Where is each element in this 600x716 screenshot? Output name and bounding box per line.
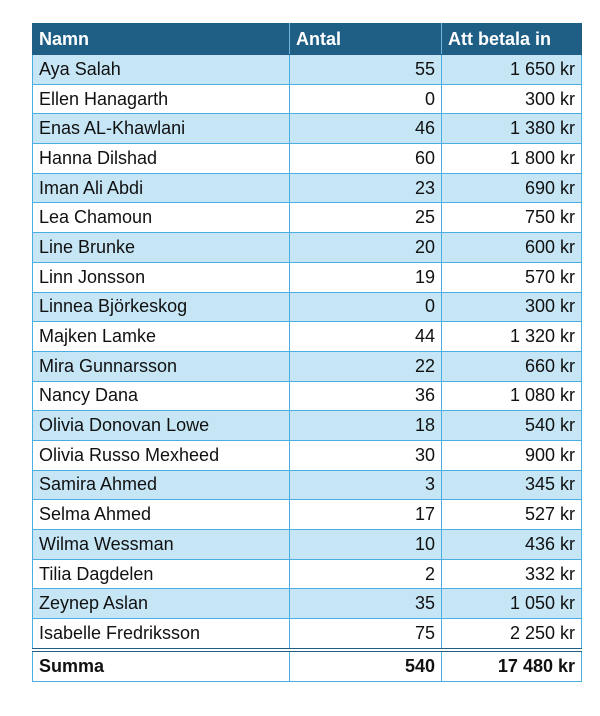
column-header-name[interactable]: Namn <box>33 24 290 55</box>
cell-count[interactable]: 19 <box>290 262 442 292</box>
table-row <box>33 84 582 114</box>
cell-pay[interactable]: 300 kr <box>442 84 582 114</box>
cell-count[interactable]: 44 <box>290 322 442 352</box>
cell-pay[interactable]: 1 380 kr <box>442 114 582 144</box>
total-pay[interactable]: 17 480 kr <box>442 650 582 682</box>
total-label[interactable]: Summa <box>33 650 290 682</box>
cell-name[interactable]: Line Brunke <box>33 233 290 263</box>
cell-count[interactable]: 10 <box>290 530 442 560</box>
cell-count[interactable]: 2 <box>290 559 442 589</box>
table-row <box>33 381 582 411</box>
cell-count[interactable]: 20 <box>290 233 442 263</box>
table-row <box>33 114 582 144</box>
table-row <box>33 500 582 530</box>
cell-count[interactable]: 22 <box>290 351 442 381</box>
table-row <box>33 203 582 233</box>
cell-pay[interactable]: 570 kr <box>442 262 582 292</box>
cell-count[interactable]: 18 <box>290 411 442 441</box>
header-row <box>33 24 582 55</box>
cell-pay[interactable]: 540 kr <box>442 411 582 441</box>
table-row <box>33 440 582 470</box>
cell-name[interactable]: Mira Gunnarsson <box>33 351 290 381</box>
cell-count[interactable]: 75 <box>290 619 442 650</box>
cell-name[interactable]: Ellen Hanagarth <box>33 84 290 114</box>
cell-count[interactable]: 3 <box>290 470 442 500</box>
cell-name[interactable]: Samira Ahmed <box>33 470 290 500</box>
table-row <box>33 619 582 650</box>
cell-name[interactable]: Aya Salah <box>33 55 290 85</box>
cell-pay[interactable]: 1 650 kr <box>442 55 582 85</box>
table-row <box>33 262 582 292</box>
table-row <box>33 589 582 619</box>
cell-pay[interactable]: 660 kr <box>442 351 582 381</box>
column-header-count[interactable]: Antal <box>290 24 442 55</box>
table-row <box>33 351 582 381</box>
cell-name[interactable]: Wilma Wessman <box>33 530 290 560</box>
payment-table <box>32 23 582 682</box>
cell-count[interactable]: 17 <box>290 500 442 530</box>
total-count[interactable]: 540 <box>290 650 442 682</box>
cell-count[interactable]: 60 <box>290 144 442 174</box>
cell-pay[interactable]: 332 kr <box>442 559 582 589</box>
cell-pay[interactable]: 1 080 kr <box>442 381 582 411</box>
cell-name[interactable]: Isabelle Fredriksson <box>33 619 290 650</box>
cell-pay[interactable]: 600 kr <box>442 233 582 263</box>
table-row <box>33 530 582 560</box>
table-row <box>33 470 582 500</box>
cell-name[interactable]: Linn Jonsson <box>33 262 290 292</box>
cell-count[interactable]: 25 <box>290 203 442 233</box>
cell-name[interactable]: Lea Chamoun <box>33 203 290 233</box>
cell-pay[interactable]: 2 250 kr <box>442 619 582 650</box>
cell-name[interactable]: Hanna Dilshad <box>33 144 290 174</box>
cell-count[interactable]: 55 <box>290 55 442 85</box>
cell-name[interactable]: Olivia Russo Mexheed <box>33 440 290 470</box>
cell-name[interactable]: Tilia Dagdelen <box>33 559 290 589</box>
table-row <box>33 144 582 174</box>
cell-count[interactable]: 36 <box>290 381 442 411</box>
cell-pay[interactable]: 690 kr <box>442 173 582 203</box>
cell-pay[interactable]: 750 kr <box>442 203 582 233</box>
cell-count[interactable]: 0 <box>290 84 442 114</box>
cell-count[interactable]: 0 <box>290 292 442 322</box>
cell-name[interactable]: Iman Ali Abdi <box>33 173 290 203</box>
table-row <box>33 55 582 85</box>
cell-name[interactable]: Zeynep Aslan <box>33 589 290 619</box>
cell-pay[interactable]: 436 kr <box>442 530 582 560</box>
table-row <box>33 322 582 352</box>
cell-count[interactable]: 23 <box>290 173 442 203</box>
cell-pay[interactable]: 900 kr <box>442 440 582 470</box>
column-header-pay[interactable]: Att betala in <box>442 24 582 55</box>
cell-name[interactable]: Nancy Dana <box>33 381 290 411</box>
cell-count[interactable]: 46 <box>290 114 442 144</box>
table-row <box>33 559 582 589</box>
cell-pay[interactable]: 1 050 kr <box>442 589 582 619</box>
table-body <box>33 55 582 650</box>
cell-count[interactable]: 35 <box>290 589 442 619</box>
cell-pay[interactable]: 345 kr <box>442 470 582 500</box>
cell-pay[interactable]: 527 kr <box>442 500 582 530</box>
table-row <box>33 173 582 203</box>
total-row <box>33 650 582 682</box>
cell-name[interactable]: Linnea Björkeskog <box>33 292 290 322</box>
cell-name[interactable]: Majken Lamke <box>33 322 290 352</box>
cell-count[interactable]: 30 <box>290 440 442 470</box>
cell-name[interactable]: Selma Ahmed <box>33 500 290 530</box>
cell-pay[interactable]: 300 kr <box>442 292 582 322</box>
cell-name[interactable]: Olivia Donovan Lowe <box>33 411 290 441</box>
cell-pay[interactable]: 1 320 kr <box>442 322 582 352</box>
table-row <box>33 233 582 263</box>
table-row <box>33 411 582 441</box>
cell-pay[interactable]: 1 800 kr <box>442 144 582 174</box>
table-row <box>33 292 582 322</box>
cell-name[interactable]: Enas AL-Khawlani <box>33 114 290 144</box>
